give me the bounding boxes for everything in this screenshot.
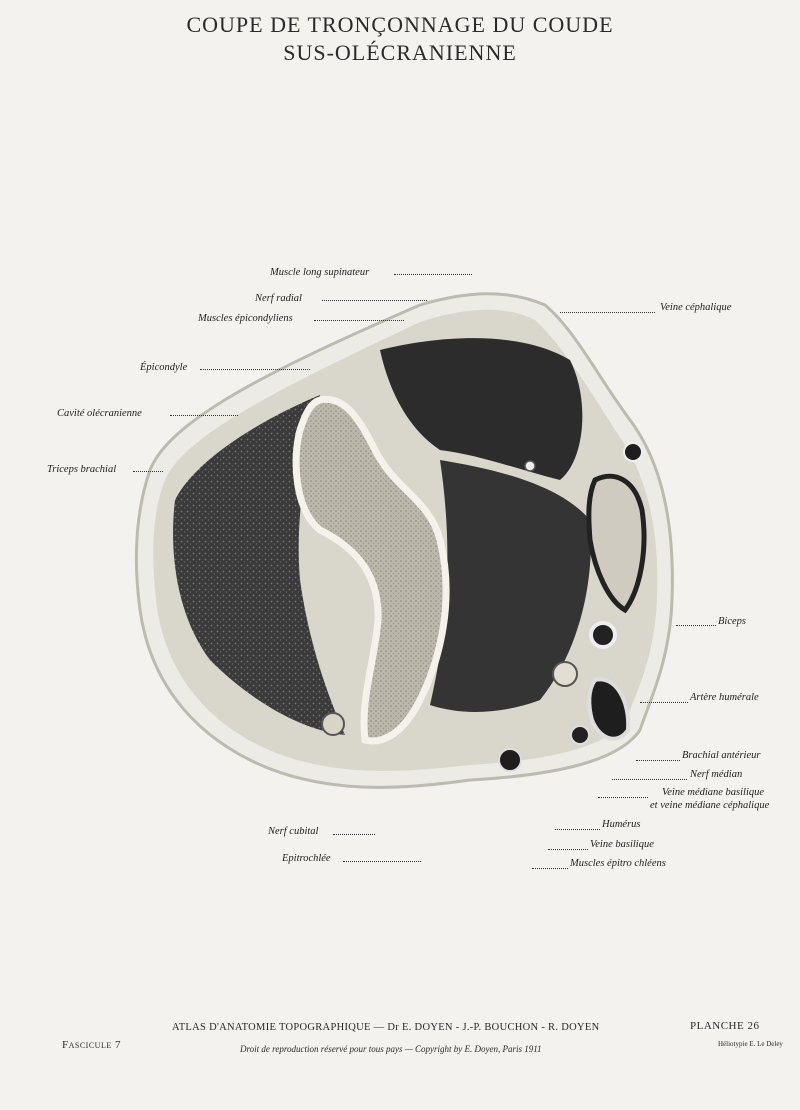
artere-humerale-vessel xyxy=(591,623,615,647)
leader-nerf-cubital xyxy=(333,834,375,835)
label-epicondyle: Épicondyle xyxy=(140,362,188,373)
label-humerus: Humérus xyxy=(602,819,641,830)
footer-fascicule: Fascicule 7 xyxy=(62,1039,121,1051)
leader-epicondyliens xyxy=(314,320,404,321)
veine-cephalique-vessel xyxy=(624,443,642,461)
label-triceps: Triceps brachial xyxy=(47,464,117,475)
leader-long-supinateur xyxy=(394,274,472,275)
leader-brachial-anterieur xyxy=(636,760,680,761)
leader-cavite xyxy=(170,415,238,416)
label-artere-humerale: Artère humérale xyxy=(690,692,759,703)
label-nerf-median: Nerf médian xyxy=(690,769,743,780)
plate-title-line1: COUPE DE TRONÇONNAGE DU COUDE xyxy=(186,12,614,37)
label-nerf-cubital: Nerf cubital xyxy=(268,826,319,837)
footer-planche: PLANCHE 26 xyxy=(690,1020,760,1032)
leader-veine-cephalique xyxy=(560,312,655,313)
veine-mediane-vessel xyxy=(553,662,577,686)
label-epitrochlee: Epitrochlée xyxy=(282,853,331,864)
leader-triceps xyxy=(133,471,163,472)
label-biceps: Biceps xyxy=(718,616,746,627)
label-epicondyliens: Muscles épicondyliens xyxy=(198,313,293,324)
label-long-supinateur: Muscle long supinateur xyxy=(270,267,370,278)
leader-artere-humerale xyxy=(640,702,688,703)
label-veine-mediane-basilique: Veine médiane basilique xyxy=(662,787,765,798)
label-nerf-radial: Nerf radial xyxy=(255,293,302,304)
label-veine-basilique: Veine basilique xyxy=(590,839,654,850)
label-veine-mediane-cephalique: et veine médiane céphalique xyxy=(650,800,770,811)
leader-epitrochlee xyxy=(343,861,421,862)
leader-epicondyle xyxy=(200,369,310,370)
label-veine-cephalique: Veine céphalique xyxy=(660,302,732,313)
label-epitro-chleens: Muscles épitro chléens xyxy=(570,858,666,869)
footer-helio: Héliotypie E. Le Deley xyxy=(718,1040,783,1048)
leader-humerus xyxy=(555,829,600,830)
nerf-cubital-vessel xyxy=(322,713,344,735)
leader-veine-basilique xyxy=(548,849,588,850)
leader-epitro-chleens xyxy=(532,868,568,869)
nerf-radial-vessel xyxy=(525,461,535,471)
footer-atlas: ATLAS D'ANATOMIE TOPOGRAPHIQUE — Dr E. DOYEN - J.-P. BOUCHON - R. DOYEN xyxy=(172,1022,600,1033)
nerf-median-vessel xyxy=(571,726,589,744)
veine-basilique-vessel xyxy=(499,749,521,771)
footer-droit: Droit de reproduction réservé pour tous pays — Copyright by E. Doyen, Paris 1911 xyxy=(240,1044,542,1054)
label-cavite: Cavité olécranienne xyxy=(57,408,142,419)
leader-nerf-radial xyxy=(322,300,427,301)
leader-biceps xyxy=(676,625,716,626)
plate-title-line2: SUS-OLÉCRANIENNE xyxy=(283,40,517,65)
leader-nerf-median xyxy=(612,779,687,780)
leader-veine-mediane xyxy=(598,797,648,798)
label-brachial-anterieur: Brachial antérieur xyxy=(682,750,761,761)
